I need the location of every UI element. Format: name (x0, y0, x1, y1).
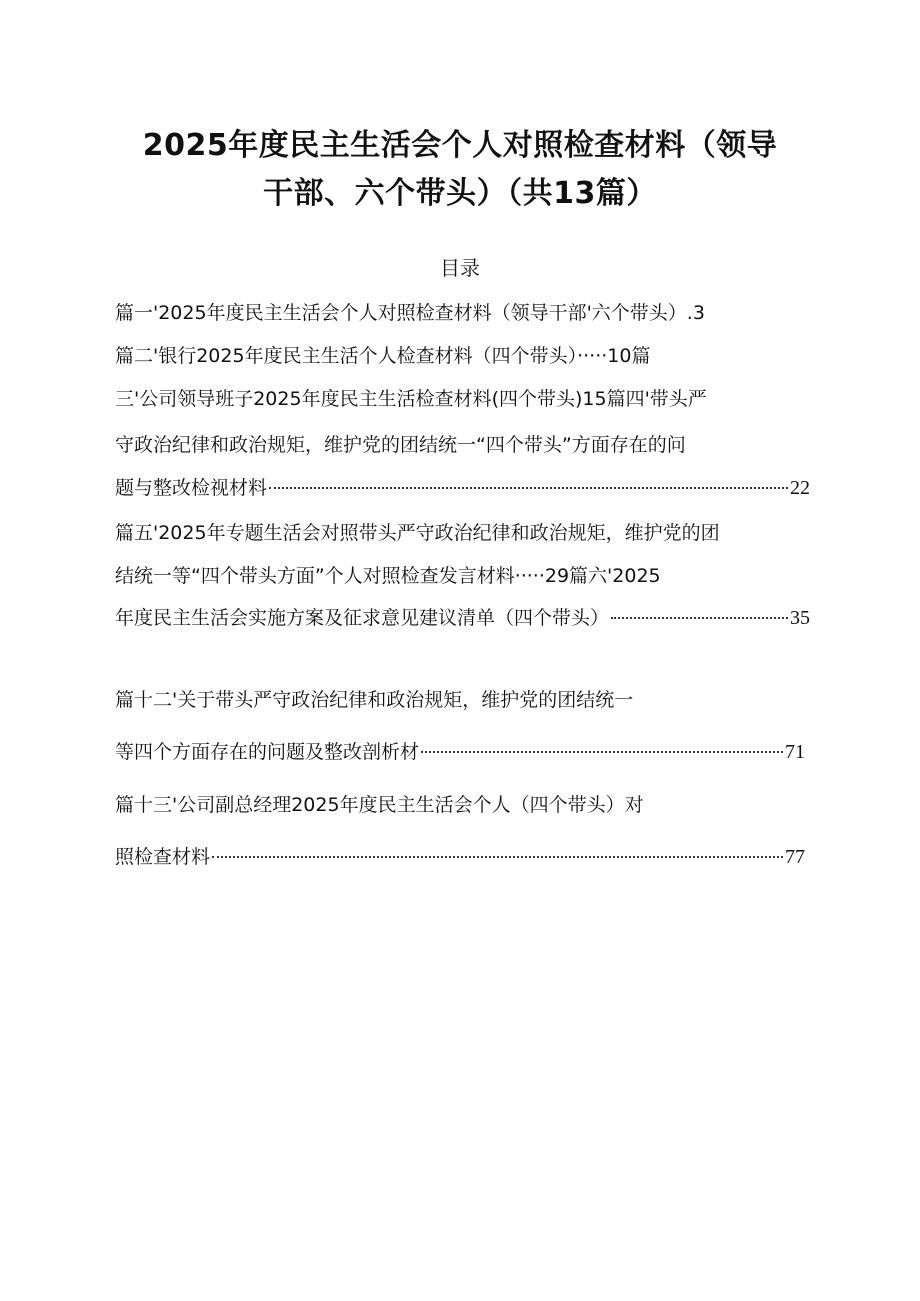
toc-page-number: 77 (785, 846, 805, 868)
toc-heading: 目录 (440, 256, 480, 280)
toc-line-11[interactable]: 篇十三'公司副总经理2025年度民主生活会个人（四个带头）对 (115, 794, 644, 816)
dot-leader (269, 487, 788, 489)
toc-line-10[interactable] (115, 737, 805, 767)
toc-line-3[interactable]: 三'公司领导班子2025年度民主生活检查材料(四个带头)15篇四'带头严 (115, 388, 707, 410)
dot-leader (212, 856, 783, 858)
toc-entry-text: 等四个方面存在的问题及整改剖析材 (115, 741, 420, 763)
toc-line-5[interactable] (115, 473, 810, 503)
toc-entry-text: 年度民主生活会实施方案及征求意见建议清单（四个带头） (115, 607, 610, 629)
toc-page-number: 22 (790, 477, 810, 499)
dot-leader (421, 751, 783, 753)
toc-line-1[interactable]: 篇一'2025年度民主生活会个人对照检查材料（领导干部'六个带头）.3 (115, 302, 705, 324)
toc-line-2[interactable]: 篇二'银行2025年度民主生活个人检查材料（四个带头）·····10篇 (115, 345, 651, 367)
toc-line-9[interactable]: 篇十二'关于带头严守政治纪律和政治规矩，维护党的团结统一 (115, 689, 634, 711)
toc-line-6[interactable]: 篇五'2025年专题生活会对照带头严守政治纪律和政治规矩，维护党的团 (115, 522, 720, 544)
toc-entry-text: 题与整改检视材料 (115, 477, 268, 499)
toc-line-7[interactable]: 结统一等“四个带头方面”个人对照检查发言材料·····29篇六'2025 (115, 565, 661, 587)
toc-line-12[interactable] (115, 842, 805, 872)
document-title-line-2: 干部、六个带头）（共13篇） (263, 176, 657, 211)
toc-entry-text: 照检查材料 (115, 846, 211, 868)
toc-page-number: 71 (785, 741, 805, 763)
document-title-line-1: 2025年度民主生活会个人对照检查材料（领导 (142, 128, 778, 163)
dot-leader (611, 617, 788, 619)
toc-line-8[interactable] (115, 603, 810, 633)
toc-page-number: 35 (790, 607, 810, 629)
toc-line-4[interactable]: 守政治纪律和政治规矩，维护党的团结统一“四个带头”方面存在的问 (115, 434, 686, 456)
